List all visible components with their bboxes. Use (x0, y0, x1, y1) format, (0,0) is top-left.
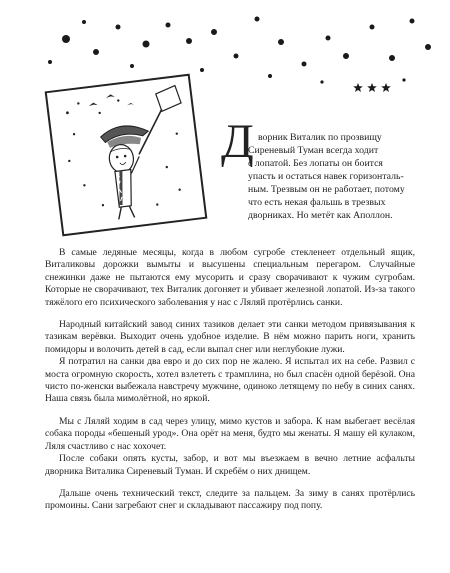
falling-snow-decoration (0, 0, 450, 92)
paragraph-3: Я потратил на санки два евро и до сих пор не жалею. Я испытал их на себе. Развил с моста огромную скорость, хотел взлететь с трамплина, но был спасён одной берёзой. Она чисто по-женски выбежала навстречу мужчине, одиноко летящему по небу в синих санях. Наша связь была мимолётной, но яркой. (45, 356, 415, 405)
drop-cap-letter: Д (221, 115, 254, 168)
janitor-with-shovel-icon (47, 76, 205, 234)
paragraph-2: Народный китайский завод синих тазиков делает эти санки методом привязывания к тазикам верёвки. Выходит очень удобное изделие. В нём можно парить ноги, хранить помидоры и волочить детей в сад, если выпал снег или неглубокие лужи. (45, 319, 415, 355)
intro-line-1: ворник Виталик по прозвищу (258, 132, 382, 143)
paragraph-1: В самые ледяные месяцы, когда в любом сугробе стекленеет отдельный ящик, Виталиковы дорожки вымыты и высушены специальным перегаром. Случайные снежинки даже не пытаются ему мусорить и сразу сворачивают к чужим сугробам. Которые не сворачивают, тех Виталик догоняет и убивает железной лопатой. Из-за такого тяжёлого его психического заболевания у нас с Ляляй протёрлись санки. (45, 247, 415, 308)
ornament-stars-icon (352, 80, 392, 94)
intro-line-7: дворниках. Но метёт как Аполлон. (248, 210, 393, 221)
intro-line-5: ным. Трезвым он не работает, потому (248, 184, 405, 195)
paragraph-4: Мы с Ляляй ходим в сад через улицу, мимо кустов и забора. К нам выбегает весёлая собака породы «бешеный урод». Она орёт на меня, будто мы женаты. Я машу ей кулаком, Ляля счастливо с нас хохочет. (45, 415, 415, 452)
janitor-illustration (45, 74, 208, 237)
intro-line-3: с лопатой. Без лопаты он боится (248, 158, 383, 169)
intro-line-4: упасть и остаться навек горизонталь- (248, 171, 404, 182)
intro-line-2: Сиреневый Туман всегда ходит (248, 145, 379, 156)
paragraph-5: После собаки опять кусты, забор, и вот мы въезжаем в вечно летние асфальты дворника Виталика Сиреневый Туман. И скребём о них днищем. (45, 453, 415, 477)
body-text (45, 247, 415, 513)
paragraph-6: Дальше очень технический текст, следите за пальцем. За зиму в санях протёрлись промоины. Сани загребают снег и складывают пассажиру под попу. (45, 487, 415, 512)
intro-line-6: что есть некая фальшь в трезвых (248, 197, 386, 208)
